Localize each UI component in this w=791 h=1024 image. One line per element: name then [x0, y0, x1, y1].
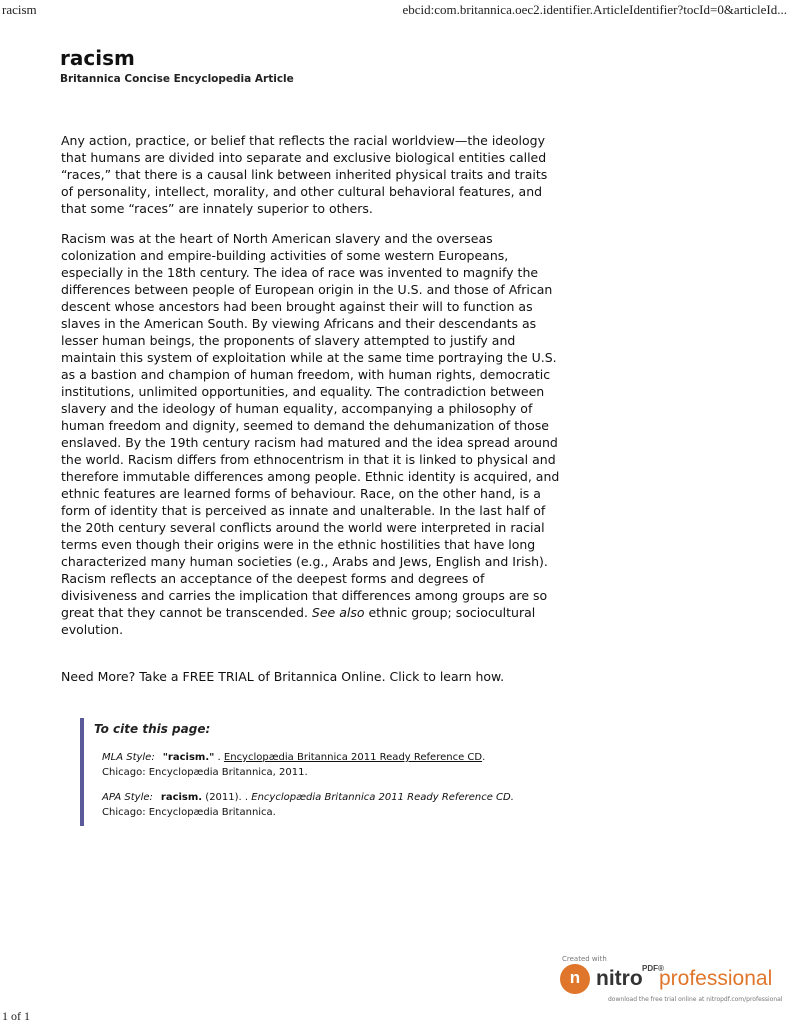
- article-paragraph-2: [61, 230, 561, 638]
- print-header-url: ebcid:com.britannica.oec2.identifier.ArticleIdentifier?tocId=0&articleId...: [402, 2, 787, 17]
- print-header-left: racism: [2, 2, 37, 17]
- nitro-brand: nitro: [596, 967, 643, 990]
- see-also-links[interactable]: ethnic group; sociocultural evolution.: [61, 605, 536, 637]
- mla-style-label: MLA Style:: [102, 752, 155, 763]
- nitro-logo-icon: [560, 964, 590, 994]
- citation-box: [80, 718, 564, 826]
- see-also-label: See also: [311, 605, 365, 620]
- apa-style-label: APA Style:: [102, 792, 153, 803]
- mla-separator: .: [214, 752, 224, 763]
- nitro-watermark: [560, 954, 788, 1008]
- mla-end: .: [482, 752, 486, 763]
- nitro-logo-letter: n: [569, 968, 581, 987]
- article-paragraph-2-text: Racism was at the heart of North American slavery and the overseas colonization and empire-building activities of some western Europeans, especially in the 18th century. The idea of race was invented to magnify the differences between people of European origin in the U.S. and those of African descent whose ancestors had been brought against their will to function as slaves in the American South. By viewing Africans and their descendants as lesser human beings, the proponents of slavery attempted to justify and maintain this system of exploitation while at the same time portraying the U.S. as a bastion and champion of human freedom, with human rights, democratic institutions, unlimited opportunities, and equality. The contradiction between slavery and the ideology of human equality, accompanying a philosophy of human freedom and dignity, seemed to demand the dehumanization of those enslaved. By the 19th century racism had matured and the idea spread around the world. Racism differs from ethnocentrism in that it is linked to physical and therefore immutable differences among people. Ethnic identity is acquired, and ethnic features are learned forms of behaviour. Race, on the other hand, is a form of identity that is perceived as innate and unalterable. In the last half of the 20th century several conflicts around the world were interpreted in racial terms even though their origins were in the ethnic hostilities that have long characterized many human societies (e.g., Arabs and Jews, English and Irish). Racism reflects an acceptance of the deepest forms and degrees of divisiveness and carries the implication that differences among groups are so great that they cannot be transcended.: [61, 231, 560, 620]
- nitro-created-with: Created with: [562, 955, 607, 963]
- free-trial-promo-link[interactable]: Need More? Take a FREE TRIAL of Britannica Online. Click to learn how.: [61, 669, 505, 684]
- article-paragraph-1: Any action, practice, or belief that reflects the racial worldview—the ideology that humans are divided into separate and exclusive biological entities called “races,” that there is a causal link between inherited physical traits and traits of personality, intellect, morality, and other cultural behavioral features, and that some “races” are innately superior to others.: [61, 133, 548, 216]
- apa-citation: [102, 790, 564, 820]
- article-subtitle: Britannica Concise Encyclopedia Article: [60, 73, 294, 85]
- mla-place: Chicago: Encyclopædia Britannica, 2011.: [102, 767, 308, 778]
- citation-heading: To cite this page:: [94, 722, 211, 736]
- apa-source: Encyclopædia Britannica 2011 Ready Reference CD.: [251, 792, 514, 803]
- apa-article-title: racism.: [160, 792, 203, 803]
- nitro-professional: professional: [659, 967, 773, 990]
- nitro-tagline: download the free trial online at nitropdf.com/professional: [608, 996, 783, 1003]
- page-counter: 1 of 1: [2, 1009, 30, 1023]
- apa-year: (2011). .: [202, 792, 252, 803]
- mla-article-title: "racism.": [162, 752, 215, 763]
- apa-place: Chicago: Encyclopædia Britannica.: [102, 807, 276, 818]
- mla-citation: [102, 750, 564, 780]
- nitro-pdf-mark: PDF®: [642, 964, 664, 973]
- article-title: racism: [60, 46, 135, 70]
- mla-source-link[interactable]: Encyclopædia Britannica 2011 Ready Reference CD: [223, 752, 483, 763]
